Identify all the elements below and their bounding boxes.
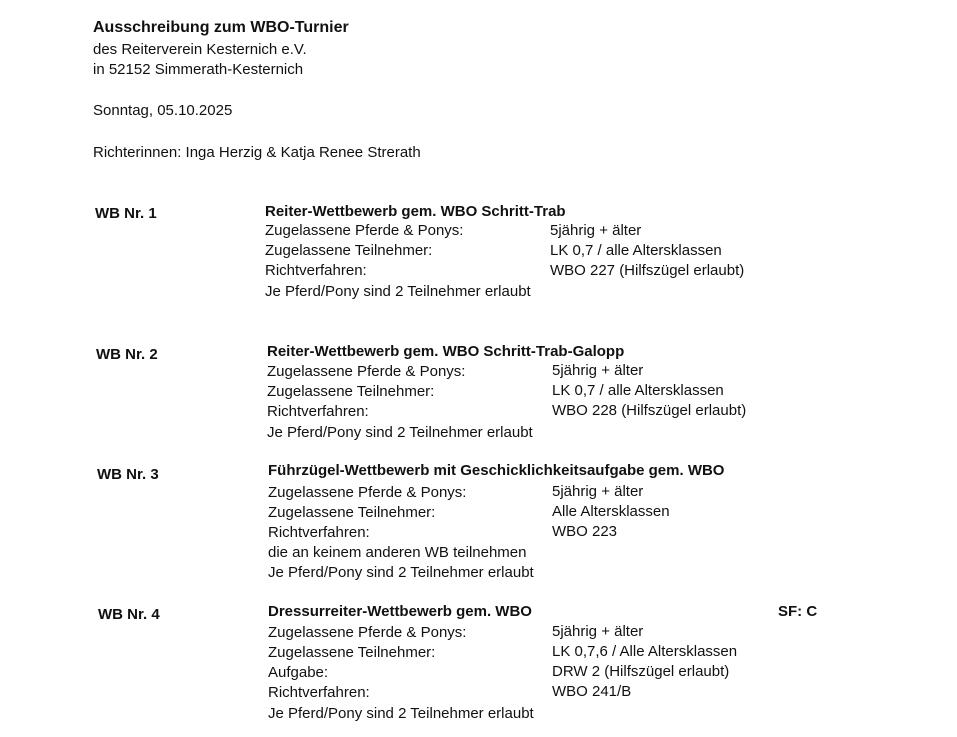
row-value: WBO 223	[552, 523, 618, 540]
competition-note: Je Pferd/Pony sind 2 Teilnehmer erlaubt	[268, 564, 534, 581]
row-value: LK 0,7,6 / Alle Altersklassen	[552, 643, 738, 660]
competition-note: Je Pferd/Pony sind 2 Teilnehmer erlaubt	[267, 424, 533, 441]
row-label: Aufgabe:	[268, 664, 329, 681]
row-value: LK 0,7 / alle Altersklassen	[552, 382, 724, 399]
competition-number: WB Nr. 3	[97, 466, 159, 483]
row-value: WBO 227 (Hilfszügel erlaubt)	[550, 262, 745, 279]
row-value: DRW 2 (Hilfszügel erlaubt)	[552, 663, 730, 680]
event-date: Sonntag, 05.10.2025	[93, 102, 233, 119]
row-value: 5jährig + älter	[552, 483, 644, 500]
row-label: Richtverfahren:	[265, 262, 367, 279]
club-location: in 52152 Simmerath-Kesternich	[93, 61, 304, 78]
row-label: Zugelassene Pferde & Ponys:	[267, 363, 466, 380]
club-name: des Reiterverein Kesternich e.V.	[93, 41, 307, 58]
row-label: Zugelassene Teilnehmer:	[267, 383, 435, 400]
row-label: Richtverfahren:	[268, 684, 370, 701]
competition-title: Reiter-Wettbewerb gem. WBO Schritt-Trab-Galopp	[267, 343, 625, 360]
row-label: Zugelassene Teilnehmer:	[268, 504, 436, 521]
row-label: Richtverfahren:	[267, 403, 369, 420]
competition-title: Dressurreiter-Wettbewerb gem. WBO	[268, 603, 532, 620]
row-value: 5jährig + älter	[552, 362, 644, 379]
row-value: 5jährig + älter	[550, 222, 642, 239]
row-value: Alle Altersklassen	[552, 503, 670, 520]
competition-title: Reiter-Wettbewerb gem. WBO Schritt-Trab	[265, 203, 566, 220]
competition-note: die an keinem anderen WB teilnehmen	[268, 544, 527, 561]
competition-number: WB Nr. 1	[95, 205, 157, 222]
competition-title: Führzügel-Wettbewerb mit Geschicklichkeitsaufgabe gem. WBO	[268, 462, 725, 479]
row-label: Zugelassene Teilnehmer:	[268, 644, 436, 661]
row-label: Zugelassene Pferde & Ponys:	[268, 484, 467, 501]
row-label: Richtverfahren:	[268, 524, 370, 541]
row-label: Zugelassene Pferde & Ponys:	[265, 222, 464, 239]
row-value: WBO 241/B	[552, 683, 632, 700]
judges-line: Richterinnen: Inga Herzig & Katja Renee Strerath	[93, 144, 421, 161]
sf-code: SF: C	[778, 603, 818, 620]
competition-note: Je Pferd/Pony sind 2 Teilnehmer erlaubt	[268, 705, 534, 722]
competition-number: WB Nr. 4	[98, 606, 160, 623]
row-value: WBO 228 (Hilfszügel erlaubt)	[552, 402, 747, 419]
row-label: Zugelassene Pferde & Ponys:	[268, 624, 467, 641]
row-label: Zugelassene Teilnehmer:	[265, 242, 433, 259]
document-title: Ausschreibung zum WBO-Turnier	[93, 19, 349, 36]
competition-number: WB Nr. 2	[96, 346, 158, 363]
row-value: 5jährig + älter	[552, 623, 644, 640]
competition-note: Je Pferd/Pony sind 2 Teilnehmer erlaubt	[265, 283, 531, 300]
row-value: LK 0,7 / alle Altersklassen	[550, 242, 722, 259]
